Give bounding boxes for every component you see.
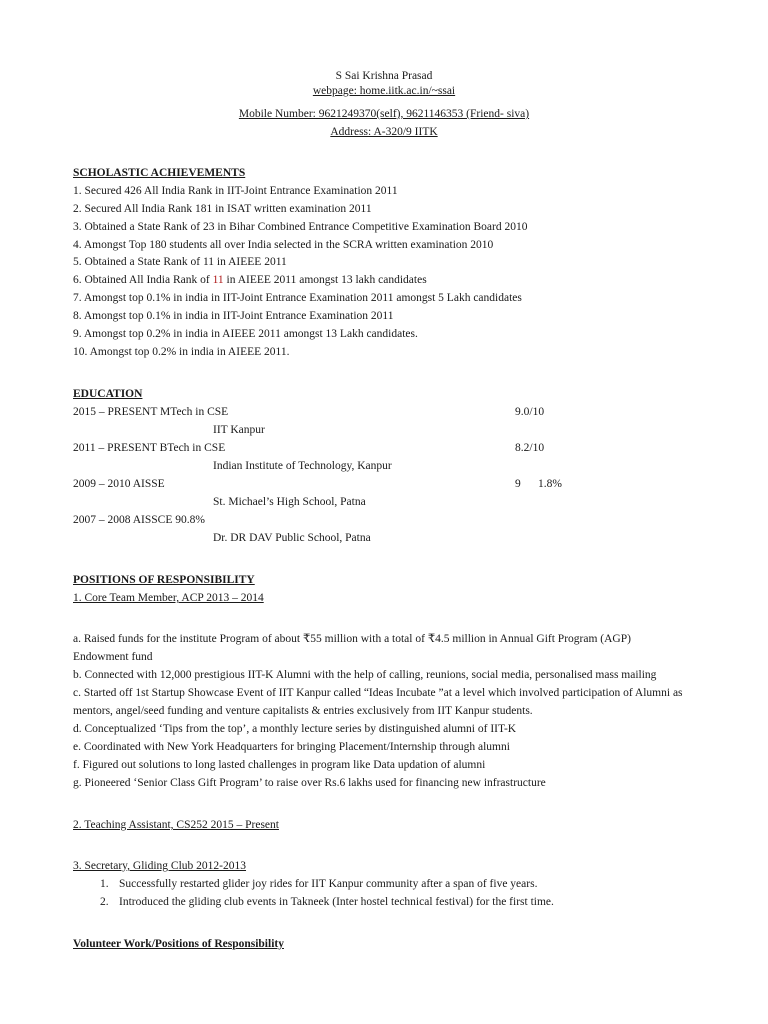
- gliding-item: [100, 878, 537, 892]
- education-institute: Dr. DR DAV Public School, Patna: [213, 532, 371, 544]
- education-institute: Indian Institute of Technology, Kanpur: [213, 460, 392, 472]
- volunteer-heading: Volunteer Work/Positions of Responsibility: [73, 938, 284, 950]
- education-score: 9 1.8%: [515, 478, 562, 490]
- teaching-assistant-title: 2. Teaching Assistant, CS252 2015 – Present: [73, 819, 279, 831]
- education-heading: EDUCATION: [73, 388, 143, 400]
- scholastic-item: 2. Secured All India Rank 181 in ISAT written examination 2011: [73, 203, 372, 215]
- education-institute: St. Michael’s High School, Patna: [213, 496, 366, 508]
- mobile-line: Mobile Number: 9621249370(self), 9621146353 (Friend- siva): [238, 108, 530, 120]
- gliding-item-number: 1.: [100, 878, 109, 890]
- education-period: 2007 – 2008 AISSCE 90.8%: [73, 514, 205, 526]
- address-line: Address: A-320/9 IITK: [330, 126, 438, 138]
- scholastic-item: 5. Obtained a State Rank of 11 in AIEEE 2011: [73, 256, 287, 268]
- gliding-item: [100, 896, 554, 910]
- position-point: b. Connected with 12,000 prestigious IIT-K Alumni with the help of calling, reunions, social media, personalised mass mailing: [73, 669, 657, 681]
- position-point: mentors, angel/seed funding and venture capitalists & entries exclusively from IIT Kanpur students.: [73, 705, 533, 717]
- core-team-title: 1. Core Team Member, ACP 2013 – 2014: [73, 592, 264, 604]
- position-point: c. Started off 1st Startup Showcase Event of IIT Kanpur called “Ideas Incubate ”at a level which involved participation of Alumni as: [73, 687, 683, 699]
- education-period: 2011 – PRESENT BTech in CSE: [73, 442, 226, 454]
- scholastic-item: 8. Amongst top 0.1% in india in IIT-Joint Entrance Examination 2011: [73, 310, 394, 322]
- position-point: g. Pioneered ‘Senior Class Gift Program’ to raise over Rs.6 lakhs used for financing new infrastructure: [73, 777, 546, 789]
- gliding-club-title: 3. Secretary, Gliding Club 2012-2013: [73, 860, 247, 872]
- webpage-line: webpage: home.iitk.ac.in/~ssai: [312, 85, 456, 97]
- scholastic-item: 4. Amongst Top 180 students all over India selected in the SCRA written examination 2010: [73, 239, 494, 251]
- scholastic-item: 3. Obtained a State Rank of 23 in Bihar Combined Entrance Competitive Examination Board 2010: [73, 221, 528, 233]
- gliding-item-number: 2.: [100, 896, 109, 908]
- item-6-rank: 11: [212, 274, 224, 286]
- scholastic-item: 9. Amongst top 0.2% in india in AIEEE 2011 amongst 13 Lakh candidates.: [73, 328, 418, 340]
- positions-heading: POSITIONS OF RESPONSIBILITY: [73, 574, 255, 586]
- position-point: a. Raised funds for the institute Program of about ₹55 million with a total of ₹4.5 million in Annual Gift Program (AGP): [73, 633, 631, 645]
- scholastic-heading: SCHOLASTIC ACHIEVEMENTS: [73, 167, 246, 179]
- education-period: 2015 – PRESENT MTech in CSE: [73, 406, 229, 418]
- gliding-item-text: Successfully restarted glider joy rides for IIT Kanpur community after a span of five years.: [119, 878, 538, 890]
- position-point: Endowment fund: [73, 651, 153, 663]
- position-point: e. Coordinated with New York Headquarters for bringing Placement/Internship through alumni: [73, 741, 510, 753]
- gliding-item-text: Introduced the gliding club events in Takneek (Inter hostel technical festival) for the first time.: [119, 896, 554, 908]
- position-point: f. Figured out solutions to long lasted challenges in program like Data updation of alumni: [73, 759, 486, 771]
- position-point: d. Conceptualized ‘Tips from the top’, a monthly lecture series by distinguished alumni of IIT-K: [73, 723, 517, 735]
- candidate-name: S Sai Krishna Prasad: [335, 70, 433, 82]
- scholastic-item: 1. Secured 426 All India Rank in IIT-Joint Entrance Examination 2011: [73, 185, 398, 197]
- education-institute: IIT Kanpur: [213, 424, 265, 436]
- scholastic-item: 7. Amongst top 0.1% in india in IIT-Joint Entrance Examination 2011 amongst 5 Lakh candidates: [73, 292, 522, 304]
- education-period: 2009 – 2010 AISSE: [73, 478, 165, 490]
- item-6-suffix: in AIEEE 2011 amongst 13 lakh candidates: [223, 274, 427, 286]
- education-score: 9.0/10: [515, 406, 545, 418]
- scholastic-item-6: [73, 274, 427, 288]
- education-score: 8.2/10: [515, 442, 545, 454]
- scholastic-item: 10. Amongst top 0.2% in india in AIEEE 2011.: [73, 346, 290, 358]
- item-6-prefix: 6. Obtained All India Rank of: [73, 274, 213, 286]
